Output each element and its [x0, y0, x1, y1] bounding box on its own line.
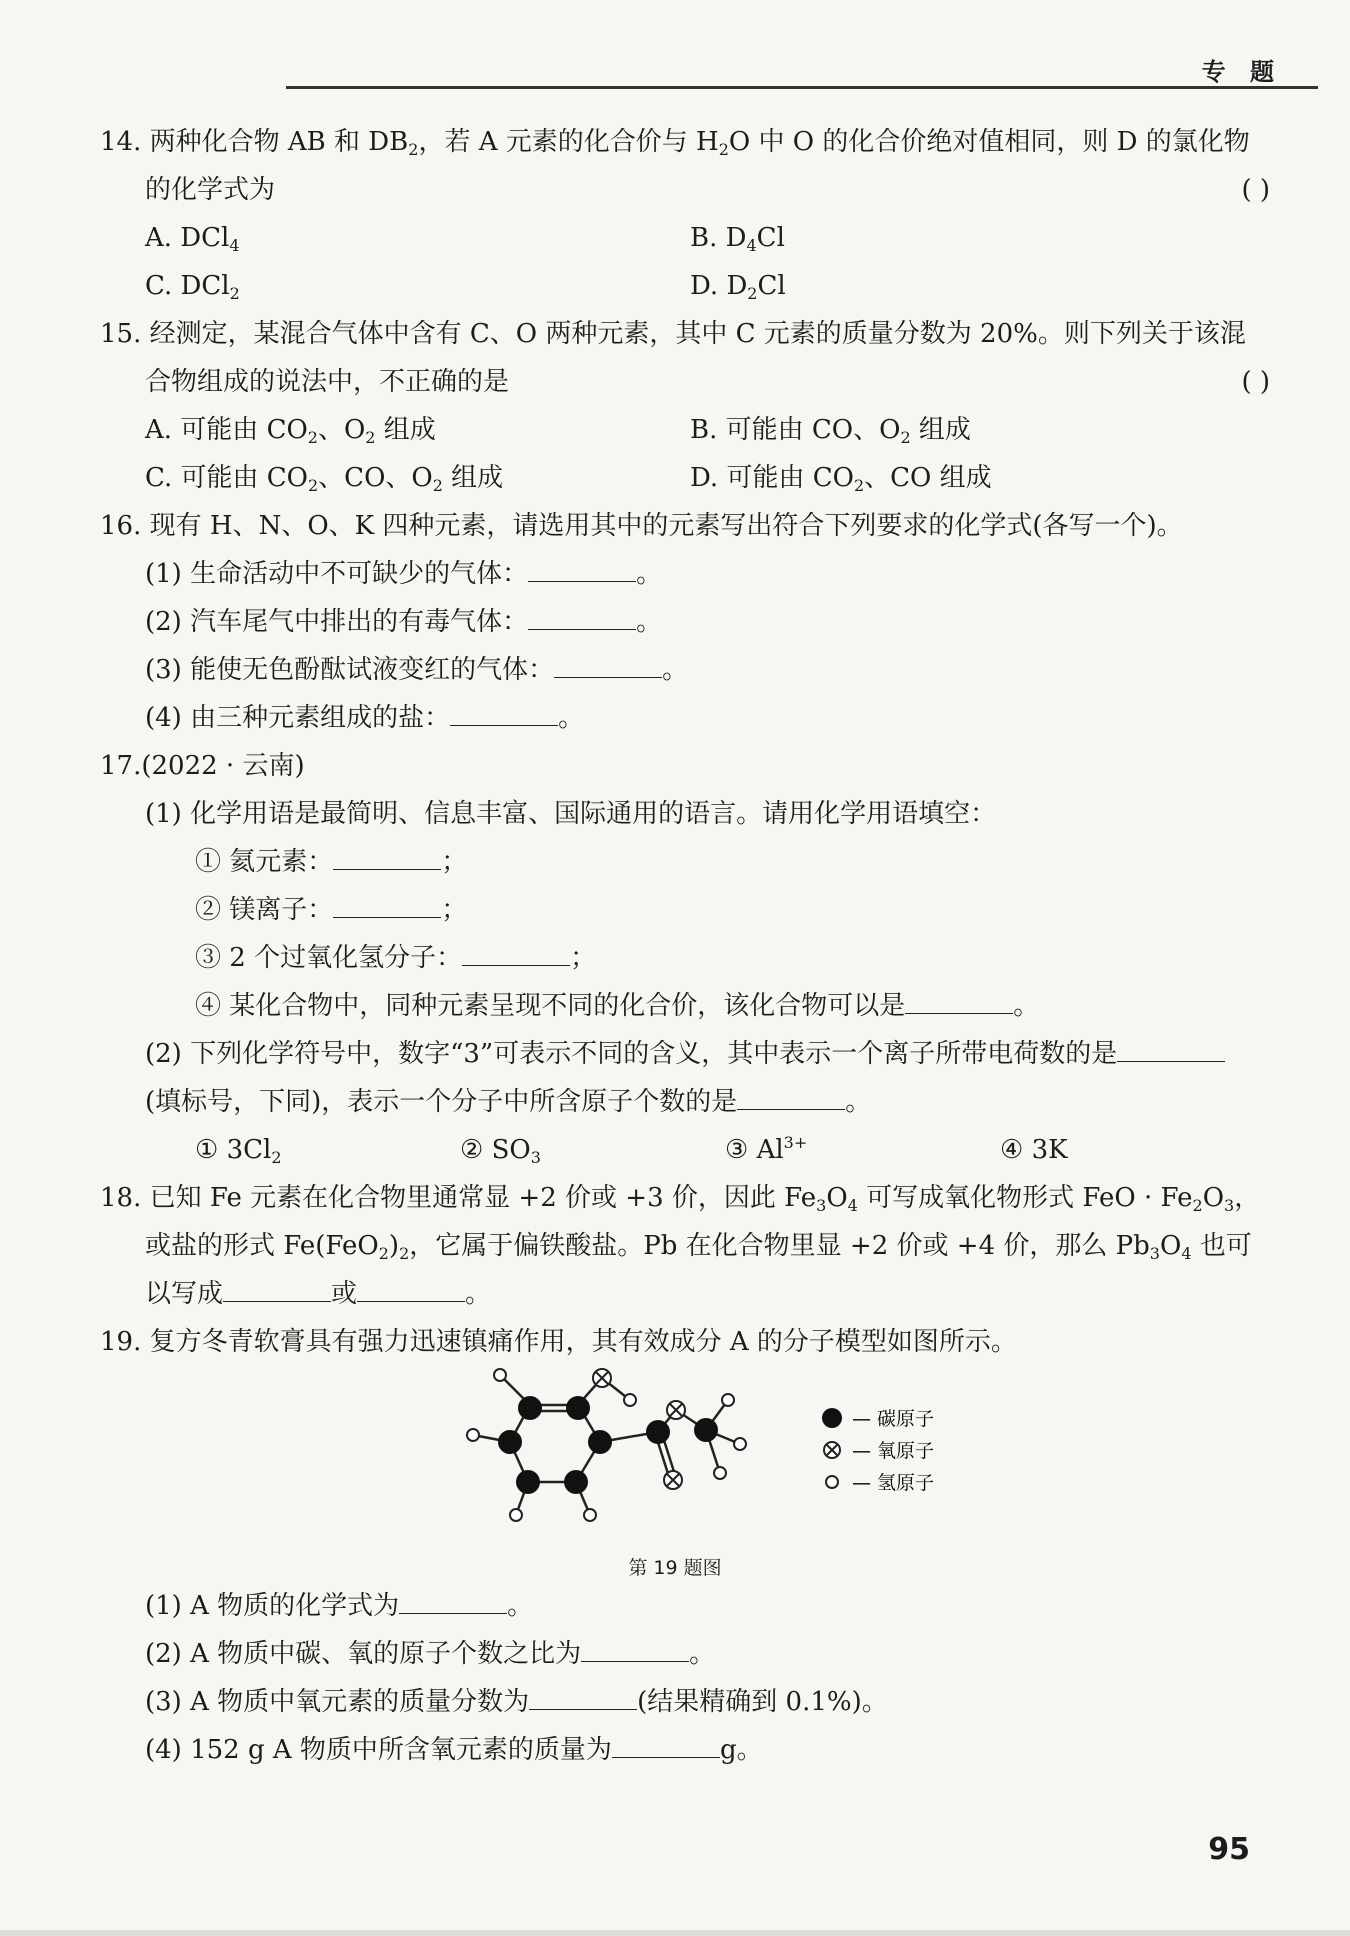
q17-option2: ② $SO_3$: [460, 1135, 541, 1167]
q17-option3: ③ $Al^{3+}$: [725, 1133, 808, 1165]
q16-part3: (3) 能使无色酚酞试液变红的气体： 。: [145, 655, 689, 685]
q19-blank2[interactable]: [581, 1639, 689, 1662]
q17-part2-line2: (填标号，下同)，表示一个分子中所含原子个数的是 。: [145, 1087, 872, 1117]
q14-stem-line1: 14. 两种化合物 AB 和 $DB_2$，若 A 元素的化合价与 $H_2O$ 中 O 的化合价绝对值相同，则 D 的氯化物: [100, 127, 1250, 159]
q19-blank1[interactable]: [399, 1591, 507, 1614]
legend-hydrogen-label: — 氢原子: [852, 1472, 935, 1494]
legend-oxygen-label: — 氧原子: [852, 1440, 935, 1462]
q16-part1: (1) 生命活动中不可缺少的气体： 。: [145, 559, 663, 589]
q17-blank4[interactable]: [905, 991, 1013, 1014]
q14-option-b[interactable]: B. $D_4Cl$: [690, 223, 785, 255]
q19-part2: (2) A 物质中碳、氧的原子个数之比为 。: [145, 1639, 716, 1669]
q17-sub1: ① 氦元素： ；: [195, 847, 468, 877]
q16-part4: (4) 由三种元素组成的盐： 。: [145, 703, 585, 733]
q17-blank6[interactable]: [737, 1087, 845, 1110]
q15-option-a[interactable]: A. 可能由 $CO_2$、$O_2$ 组成: [145, 415, 436, 447]
legend-oxygen-icon: [824, 1442, 840, 1458]
q18-line1: 18. 已知 Fe 元素在化合物里通常显 +2 价或 +3 价，因此 $Fe_3O_4$ 可写成氧化物形式 FeO · $Fe_2O_3$，: [100, 1183, 1261, 1215]
q14-option-c[interactable]: C. DCl$_2$: [145, 271, 240, 303]
q17-blank5[interactable]: [1117, 1039, 1225, 1062]
q16-blank4[interactable]: [450, 703, 558, 726]
page-bottom-edge: [0, 1930, 1350, 1936]
q14-option-d[interactable]: D. $D_2Cl$: [690, 271, 786, 303]
legend-carbon-label: — 碳原子: [852, 1408, 935, 1430]
section-label: 专 题: [1201, 58, 1282, 86]
legend-hydrogen-icon: [826, 1476, 838, 1488]
page-number: 95: [1208, 1832, 1250, 1867]
q14-stem-line2: 的化学式为: [145, 175, 276, 205]
q17-blank3[interactable]: [462, 943, 570, 966]
header-rule: [286, 86, 1318, 89]
q17-blank2[interactable]: [333, 895, 441, 918]
figure-caption: 第 19 题图: [628, 1557, 722, 1579]
q17-sub4: ④ 某化合物中，同种元素呈现不同的化合价，该化合物可以是 。: [195, 991, 1040, 1021]
q15-option-c[interactable]: C. 可能由 $CO_2$、CO、$O_2$ 组成: [145, 463, 504, 495]
q15-option-d[interactable]: D. 可能由 $CO_2$、CO 组成: [690, 463, 992, 495]
q18-blank1[interactable]: [223, 1279, 331, 1302]
q19-part3: (3) A 物质中氧元素的质量分数为 (结果精确到 0.1%)。: [145, 1687, 888, 1717]
q19-blank3[interactable]: [529, 1687, 637, 1710]
molecule-model-figure: [440, 1360, 1000, 1570]
q18-blank2[interactable]: [357, 1279, 465, 1302]
q17-blank1[interactable]: [333, 847, 441, 870]
q19-part1: (1) A 物质的化学式为 。: [145, 1591, 534, 1621]
q18-line3: 以写成 或 。: [145, 1279, 492, 1309]
q17-sub2: ② 镁离子： ；: [195, 895, 468, 925]
q15-option-b[interactable]: B. 可能由 CO、$O_2$ 组成: [690, 415, 971, 447]
q17-option4: ④ 3K: [1000, 1135, 1068, 1165]
q17-option1: ① $3Cl_2$: [195, 1135, 282, 1167]
q15-answer-paren[interactable]: ( ): [1241, 367, 1270, 397]
q15-stem-line2: 合物组成的说法中，不正确的是: [145, 367, 510, 397]
q16-blank3[interactable]: [554, 655, 662, 678]
q19-stem: 19. 复方冬青软膏具有强力迅速镇痛作用，其有效成分 A 的分子模型如图所示。: [100, 1327, 1017, 1357]
q18-line2: 或盐的形式 $Fe(FeO_2)_2$，它属于偏铁酸盐。Pb 在化合物里显 +2 价或 +4 价，那么 $Pb_3O_4$ 也可: [145, 1231, 1252, 1263]
q16-stem: 16. 现有 H、N、O、K 四种元素，请选用其中的元素写出符合下列要求的化学式(各写一个)。: [100, 511, 1183, 541]
q14-option-a[interactable]: A. DCl$_4$: [145, 223, 240, 255]
q16-part2: (2) 汽车尾气中排出的有毒气体： 。: [145, 607, 663, 637]
q19-part4: (4) 152 g A 物质中所含氧元素的质量为 g。: [145, 1735, 763, 1765]
q19-blank4[interactable]: [612, 1735, 720, 1758]
q17-part1: (1) 化学用语是最简明、信息丰富、国际通用的语言。请用化学用语填空：: [145, 799, 997, 829]
q16-blank2[interactable]: [528, 607, 636, 630]
q14-answer-paren[interactable]: ( ): [1241, 175, 1270, 205]
q15-stem-line1: 15. 经测定，某混合气体中含有 C、O 两种元素，其中 C 元素的质量分数为 20%。则下列关于该混: [100, 319, 1246, 349]
q17-sub3: ③ 2 个过氧化氢分子： ；: [195, 943, 597, 973]
q17-part2-line1: (2) 下列化学符号中，数字“3”可表示不同的含义，其中表示一个离子所带电荷数的是: [145, 1036, 1225, 1072]
q16-blank1[interactable]: [528, 559, 636, 582]
legend-carbon-icon: [822, 1408, 842, 1428]
q17-header: 17.(2022 · 云南): [100, 751, 305, 781]
